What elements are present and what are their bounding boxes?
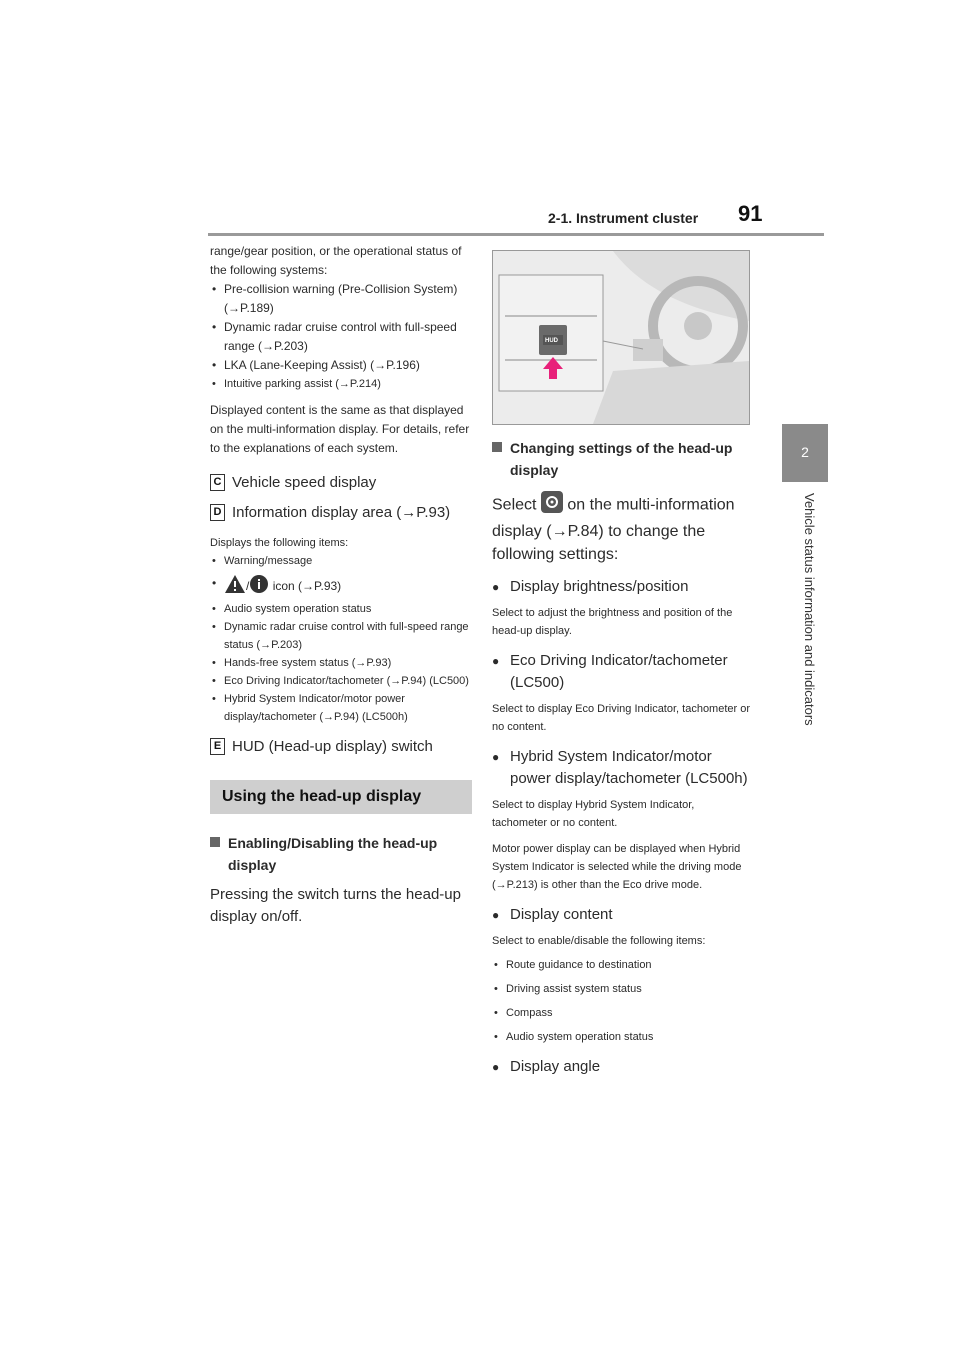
item-e-label: HUD (Head-up display) switch <box>232 738 433 755</box>
info-item: • Hybrid System Indicator/motor power display/tachometer (→P.94) (LC500h) <box>210 690 472 726</box>
header-rule <box>208 233 824 236</box>
content-item: • Route guidance to destination <box>492 956 752 974</box>
setting-desc: Select to enable/disable the following items: <box>492 935 706 947</box>
select-text: Select on the multi-information display (→P.84) to change the following settings: <box>492 491 752 566</box>
setting-title: ● Display brightness/position <box>492 576 752 598</box>
dashboard-illustration <box>493 251 749 424</box>
right-column <box>492 250 752 1078</box>
setting-title: ● Eco Driving Indicator/tachometer (LC500) <box>492 650 752 694</box>
item-d-label: Information display area (→P.93) <box>232 504 451 521</box>
item-c-label: Vehicle speed display <box>232 474 377 491</box>
setting-desc: Select to display Hybrid System Indicator, tachometer or no content. <box>492 799 695 829</box>
motor-note: Motor power display can be displayed when Hybrid System Indicator is selected while the driving mode (→P.213) is other than the Eco drive mode. <box>492 843 742 891</box>
system-item: • Intuitive parking assist (→P.214) <box>210 375 472 393</box>
info-circle-icon <box>249 574 269 600</box>
item-d <box>210 502 472 524</box>
page-number: 91 <box>738 201 763 226</box>
system-item: • LKA (Lane-Keeping Assist) (→P.196) <box>210 356 472 375</box>
content-item: • Audio system operation status <box>492 1028 752 1046</box>
system-item: • Dynamic radar cruise control with full-speed range (→P.203) <box>210 318 472 356</box>
intro-text: range/gear position, or the operational status of the following systems: <box>210 244 462 277</box>
info-item: • Dynamic radar cruise control with full-speed range status (→P.203) <box>210 618 472 654</box>
info-item-icons: • / icon (→P.93) <box>210 574 472 600</box>
warning-triangle-icon <box>224 574 246 600</box>
chapter-tab <box>782 424 828 482</box>
displays-following: Displays the following items: <box>210 537 349 549</box>
square-bullet-icon <box>492 442 502 452</box>
hud-switch-figure <box>492 250 750 425</box>
section-title: 2-1. Instrument cluster <box>548 210 699 226</box>
info-item: • Hands-free system status (→P.93) <box>210 654 472 672</box>
setting-desc: Select to adjust the brightness and position of the head-up display. <box>492 607 733 637</box>
setting-desc: Select to display Eco Driving Indicator, tachometer or no content. <box>492 703 751 733</box>
changing-heading: Changing settings of the head-up display <box>492 437 752 481</box>
gear-icon <box>541 491 563 520</box>
setting-title: ● Display content <box>492 904 752 926</box>
info-item: • Eco Driving Indicator/tachometer (→P.94) (LC500) <box>210 672 472 690</box>
chapter-number: 2 <box>801 444 809 460</box>
info-item: • Audio system operation status <box>210 600 472 618</box>
chapter-title: Vehicle status information and indicators <box>802 493 817 726</box>
system-item: • Pre-collision warning (Pre-Collision System) (→P.189) <box>210 280 472 318</box>
setting-title: ● Hybrid System Indicator/motor power display/tachometer (LC500h) <box>492 746 752 790</box>
info-item: • Warning/message <box>210 552 472 570</box>
section-heading: Using the head-up display <box>210 780 472 814</box>
displayed-content-text: Displayed content is the same as that displayed on the multi-information display. For details, refer to the explanations of each system. <box>210 403 470 455</box>
icon-text: icon (→P.93) <box>272 579 342 594</box>
left-column <box>210 242 472 928</box>
letter-d: D <box>210 504 225 521</box>
letter-c: C <box>210 474 225 491</box>
letter-e: E <box>210 738 225 755</box>
item-c <box>210 472 472 494</box>
square-bullet-icon <box>210 837 220 847</box>
item-e <box>210 736 472 758</box>
content-item: • Driving assist system status <box>492 980 752 998</box>
content-item: • Compass <box>492 1004 752 1022</box>
enable-heading: Enabling/Disabling the head-up display <box>210 832 472 876</box>
enable-text: Pressing the switch turns the head-up display on/off. <box>210 886 461 925</box>
setting-title: ● Display angle <box>492 1056 752 1078</box>
hud-label: HUD <box>545 338 558 344</box>
